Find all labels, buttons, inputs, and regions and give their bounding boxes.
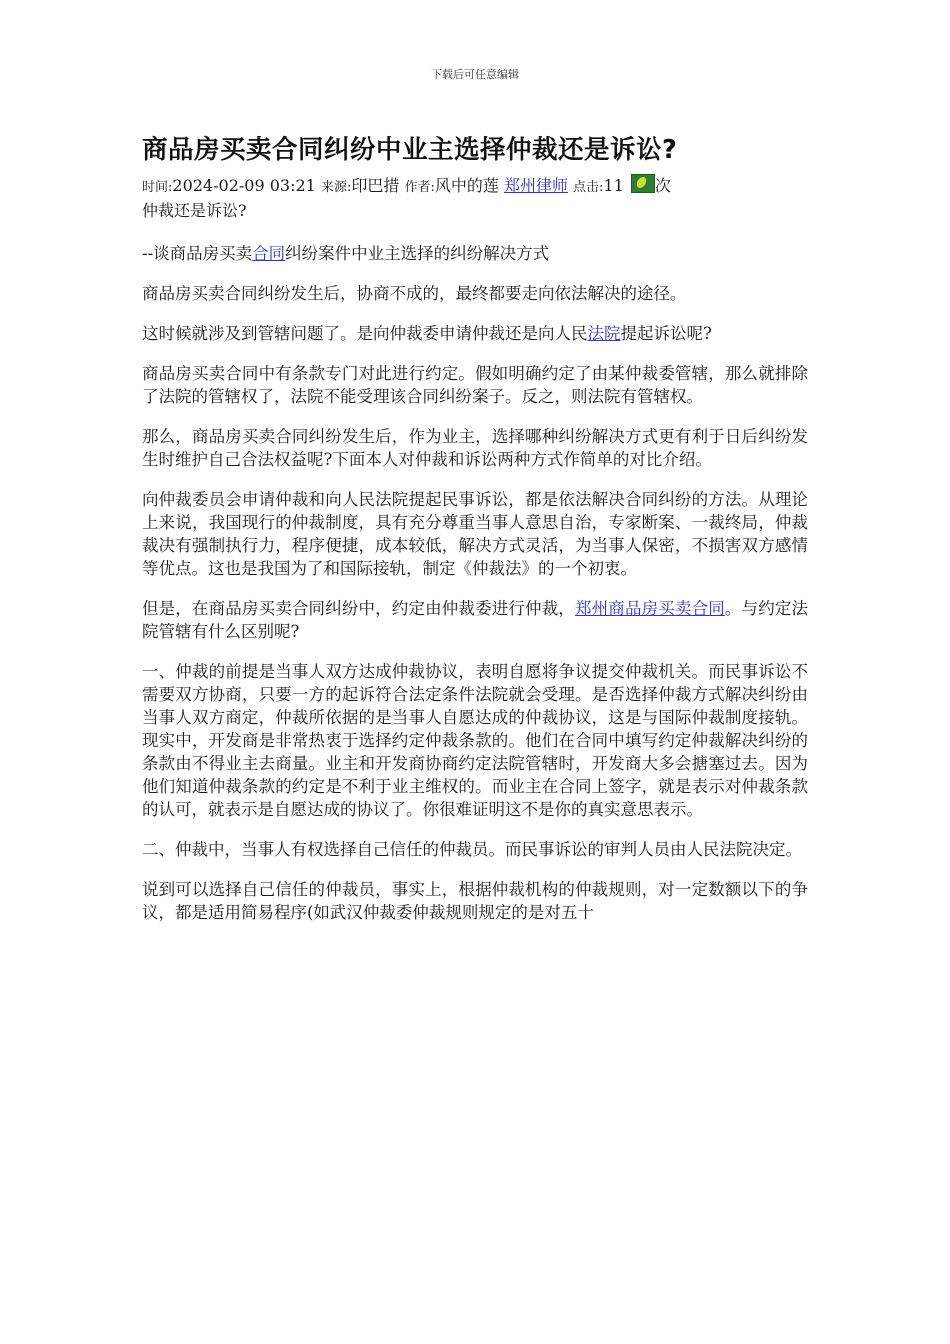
contract-link[interactable]: 合同 bbox=[252, 244, 286, 263]
author-value: 风中的莲 bbox=[434, 176, 499, 195]
clicks-value: 11 bbox=[603, 176, 624, 195]
zhengzhou-contract-link[interactable]: 郑州商品房买卖合同 bbox=[575, 599, 725, 618]
article bbox=[142, 128, 808, 941]
court-link[interactable]: 法院 bbox=[587, 324, 621, 343]
paragraph: 一、仲裁的前提是当事人双方达成仲裁协议，表明自愿将争议提交仲裁机关。而民事诉讼不需要双方协商，只要一方的起诉符合法定条件法院就会受理。是否选择仲裁方式解决纠纷由当事人双方商定，仲裁所依据的是当事人自愿达成的仲裁协议，这是与国际仲裁制度接轨。现实中，开发商是非常热衷于选择约定仲裁条款的。他们在合同中填写约定仲裁解决纠纷的条款由不得业主去商量。业主和开发商协商约定法院管辖时，开发商大多会搪塞过去。因为他们知道仲裁条款的约定是不利于业主维权的。而业主在合同上签字，就是表示对仲裁条款的认可，就表示是自愿达成的协议了。你很难证明这不是你的真实意思表示。 bbox=[142, 662, 808, 819]
header-note: 下载后可任意编辑 bbox=[431, 68, 519, 81]
title-continuation: 仲裁还是诉讼? bbox=[142, 201, 247, 220]
site-logo-icon bbox=[631, 174, 655, 193]
author-link[interactable]: 郑州律师 bbox=[503, 176, 568, 195]
paragraph: 这时候就涉及到管辖问题了。是向仲裁委申请仲裁还是向人民法院提起诉讼呢? bbox=[142, 324, 712, 343]
author-label: 作者: bbox=[404, 180, 435, 195]
paragraph: 那么，商品房买卖合同纠纷发生后，作为业主，选择哪种纠纷解决方式更有利于日后纠纷发生时维护自己合法权益呢?下面本人对仲裁和诉讼两种方式作简单的对比介绍。 bbox=[142, 427, 808, 469]
article-title: 商品房买卖合同纠纷中业主选择仲裁还是诉讼? bbox=[142, 135, 678, 165]
paragraph: 向仲裁委员会申请仲裁和向人民法院提起民事诉讼，都是依法解决合同纠纷的方法。从理论上来说，我国现行的仲裁制度，具有充分尊重当事人意思自治，专家断案、一裁终局，仲裁裁决有强制执行力，程序便捷，成本较低，解决方式灵活，为当事人保密，不损害双方感情等优点。这也是我国为了和国际接轨，制定《仲裁法》的一个初衷。 bbox=[142, 490, 808, 578]
paragraph: 商品房买卖合同纠纷发生后，协商不成的，最终都要走向依法解决的途径。 bbox=[142, 284, 687, 303]
paragraph: 二、仲裁中，当事人有权选择自己信任的仲裁员。而民事诉讼的审判人员由人民法院决定。 bbox=[142, 840, 802, 859]
source-value: 印巴措 bbox=[351, 176, 400, 195]
source-label: 来源: bbox=[320, 180, 352, 195]
paragraph: 但是，在商品房买卖合同纠纷中，约定由仲裁委进行仲裁，郑州商品房买卖合同。与约定法院管辖有什么区别呢? bbox=[142, 599, 809, 641]
paragraph: 商品房买卖合同中有条款专门对此进行约定。假如明确约定了由某仲裁委管辖，那么就排除了法院的管辖权了，法院不能受理该合同纠纷案子。反之，则法院有管辖权。 bbox=[142, 364, 808, 406]
time-value: 2024-02-09 03:21 bbox=[172, 176, 316, 195]
paragraph: 说到可以选择自己信任的仲裁员，事实上，根据仲裁机构的仲裁规则，对一定数额以下的争议，都是适用简易程序(如武汉仲裁委仲裁规则规定的是对五十 bbox=[142, 880, 808, 922]
clicks-suffix: 次 bbox=[654, 176, 671, 195]
article-meta bbox=[142, 174, 808, 222]
time-label: 时间: bbox=[142, 180, 173, 195]
paragraph-intro: --谈商品房买卖合同纠纷案件中业主选择的纠纷解决方式 bbox=[142, 244, 550, 263]
clicks-label: 点击: bbox=[573, 180, 604, 195]
